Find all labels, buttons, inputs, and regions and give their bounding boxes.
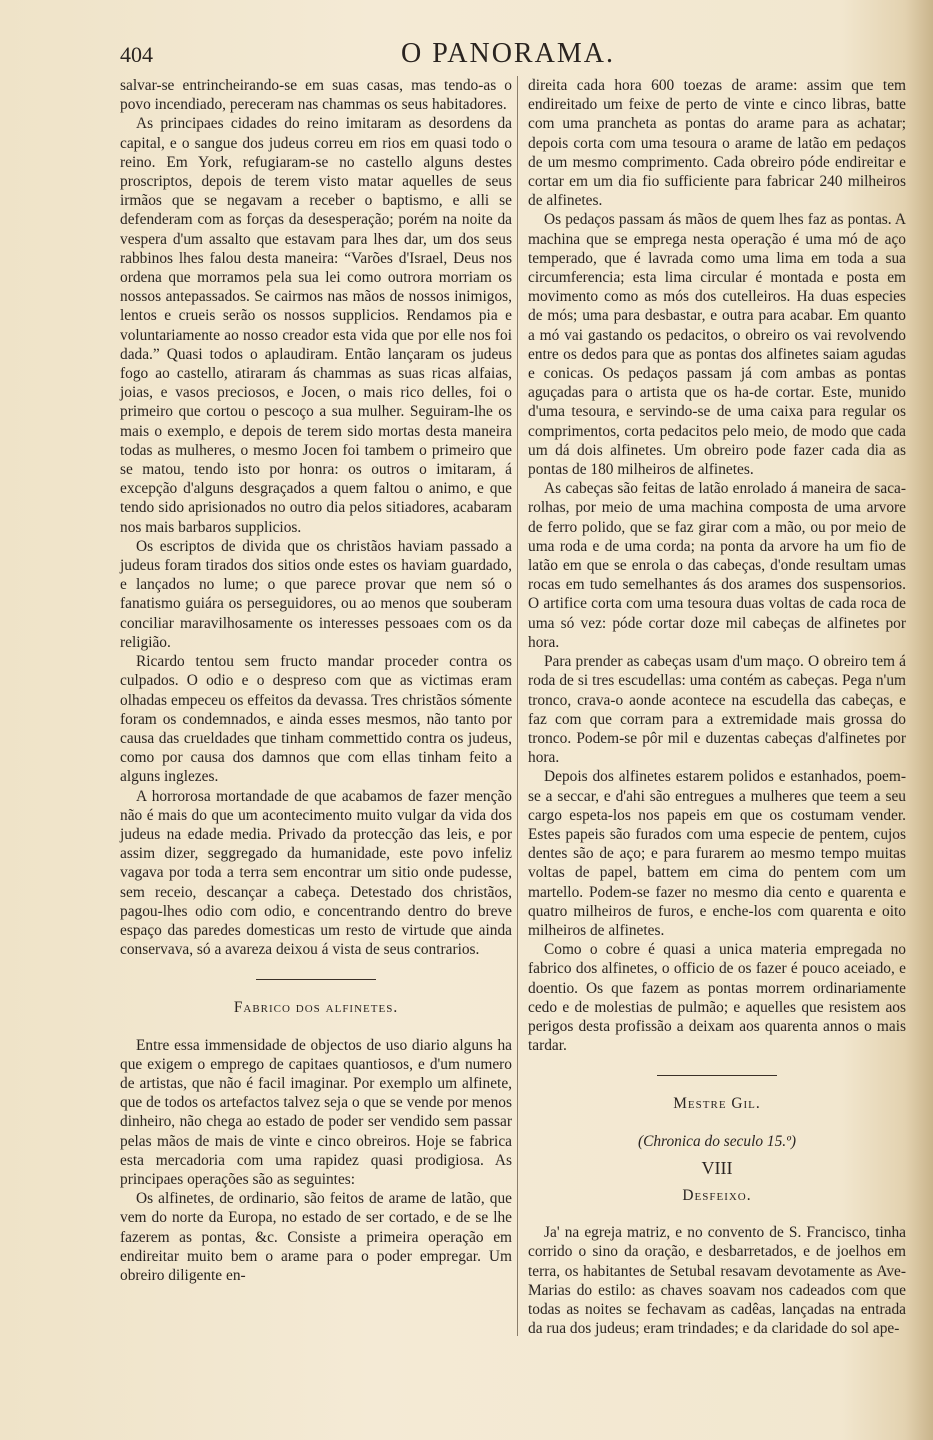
paragraph: direita cada hora 600 toezas de arame: assim que tem endireitado um feixe de perto de vinte e cinco libras, batte com uma prancheta as pontas do arame para as achatar; depois corta com uma tesoura o arame de latão em pedaços de um mesmo comprimento. Cada obreiro póde endireitar e cortar em um dia fio sufficiente para fabricar 240 milheiros de alfinetes. (528, 77, 906, 210)
section-divider (657, 1075, 777, 1076)
paragraph: As cabeças são feitas de latão enrolado á maneira de saca-rolhas, por meio de uma machina composta de uma arvore de ferro polido, que se faz girar com a mão, ou por meio de uma roda e de uma corda; na ponta da arvore ha um fio de latão em que se enrola o das cabeças, d'onde resultam umas rocas em tudo semelhantes ás dos arames dos suspensorios. O artifice corta com uma tesoura duas voltas de cada roca de uma só vez: póde cortar doze mil cabeças de alfinetes por hora. (528, 480, 906, 651)
paragraph: A horrorosa mortandade de que acabamos de fazer menção não é mais do que um acontecimento muito vulgar da vida dos judeus na edade media. Privado da protecção das leis, e por assim dizer, seggregado da humanidade, este povo infeliz vagava por toda a terra sem encontrar um sitio onde pudesse, sem receio, descançar a cabeça. Detestado dos christãos, pagou-lhes odio com odio, e concentrando dentro do breve espaço das paredes domesticas um resto de virtude que ainda conservava, só a avareza deixou á vista de seus contrarios. (120, 787, 512, 959)
paragraph: Como o cobre é quasi a unica materia empregada no fabrico dos alfinetes, o officio de os fazer é pouco aceiado, e doentio. Os que fazem as pontas morrem ordinariamente cedo e de molestias de pulmão; e aquelles que resistem aos perigos desta profissão a deixam aos quarenta annos o mais tardar. (528, 941, 906, 1055)
page-number: 404 (120, 42, 153, 67)
story-subtitle: (Chronica do seculo 15.º) (637, 1132, 797, 1150)
publication-title: O PANORAMA. (401, 38, 615, 69)
page-header (108, 38, 908, 70)
paragraph: salvar-se entrincheirando-se em suas casas, mas tendo-as o povo incendiado, pereceram nas chammas os seus habitadores. (120, 77, 512, 114)
section-divider (256, 979, 376, 980)
paragraph: Os escriptos de divida que os christãos haviam passado a judeus foram tirados dos sitios onde estes os haviam guardado, e lançados no lume; o que parece provar que nem só o fanatismo guiára os perseguidores, ou ao menos que souberam conciliar maravilhosamente os interesses pessoaes com os da religião. (120, 537, 512, 651)
paragraph: As principaes cidades do reino imitaram as desordens da capital, e o sangue dos judeus correu em rios em quasi todo o reino. Em York, refugiaram-se no castello alguns destes proscriptos, depois de terem visto matar aquelles de seus irmãos que se negavam a receber o baptismo, e alli se defenderam com as forças da desesperação; porém na noite da vespera d'um assalto que estavam para lhes dar, um dos seus rabbinos lhes falou desta maneira: “Varões d'Israel, Deus nos ordena que morramos pela sua lei como outrora morriam os nossos antepassados. Se cairmos nas mãos de nossos inimigos, lentos e crueis serão os nossos supplicios. Rendamos pia e voluntariamente ao nosso creador esta vida que por elle nos foi dada.” Quasi todos o aplaudiram. Então lançaram os judeus fogo ao castello, atiraram ás chammas as suas ricas alfaias, joias, e vasos preciosos, e Jocen, o mais rico delles, foi o primeiro que cortou o pescoço a sua mulher. Seguiram-lhe os mais o exemplo, e depois de terem sido mortas desta maneira todas as mulheres, o mesmo Jocen foi tambem o primeiro que se matou, tendo isto por honra: os outros o imitaram, á excepção d'alguns desgraçados a quem faltou o animo, e que tendo sido aprisionados no outro dia pelos sitiadores, acabaram nos mais barbaros supplicios. (120, 115, 512, 536)
paragraph: Para prender as cabeças usam d'um maço. O obreiro tem á roda de si tres escudellas: uma contém as cabeças. Pega n'um tronco, crava-o aonde acontece na escudella das cabeças, e faz com que corram para a extremidade mais grossa do tronco. Podem-se pôr mil e duzentas cabeças d'alfinetes por hora. (528, 653, 906, 767)
paragraph: Os alfinetes, de ordinario, são feitos de arame de latão, que vem do norte da Europa, no estado de ser cortado, e de se lhe fazerem as pontas, &c. Consiste a primeira operação em endireitar muito bem o arame para o poder empregar. Um obreiro diligente en- (120, 1190, 512, 1284)
chapter-number: VIII (701, 1157, 733, 1178)
column-divider (517, 76, 518, 1336)
paragraph: Ricardo tentou sem fructo mandar proceder contra os culpados. O odio e o despreso com que as victimas eram olhadas empeceu os effeitos da devassa. Tres christãos sómente foram os condemnados, e ainda esses mesmos, não tanto por causa das crueldades que tinham commettido contra os judeus, como por causa dos damnos que com ellas tinham feito a alguns inglezes. (120, 653, 512, 786)
story-title: Mestre Gil. (673, 1095, 761, 1113)
paragraph: Ja' na egreja matriz, e no convento de S. Francisco, tinha corrido o sino da oração, e desbarretados, e de joelhos em terra, os habitantes de Setubal resavam devotamente as Ave-Marias do estilo: as chaves soavam nos cadeados com que todas as noites se fechavam as cadêas, lançadas na entrada da rua dos judeus; eram trindades; e da claridade do sol ape- (528, 1224, 906, 1338)
chapter-title: Desfeixo. (682, 1186, 752, 1204)
left-column (120, 76, 512, 1285)
section-title: Fabrico dos alfinetes. (233, 999, 399, 1017)
paragraph: Os pedaços passam ás mãos de quem lhes faz as pontas. A machina que se emprega nesta operação é uma mó de aço temperado, que é lavrada como uma lima em toda a sua circumferencia; esta lima circular é montada e posta em movimento como as mós dos cutelleiros. Ha duas especies de mós; uma para desbastar, e outra para acabar. Em quanto a mó vai gastando os pedacitos, o obreiro os vai revolvendo entre os dedos para que as pontas dos alfinetes saiam agudas e conicas. Os pedaços passam já com ambas as pontas aguçadas para o artista que os ha-de cortar. Este, munido d'uma tesoura, e servindo-se de uma caixa para regular os comprimentos, corta pedacitos pelo meio, de modo que cada um dá dois alfinetes. Um obreiro pode fazer cada dia as pontas de 180 milheiros de alfinetes. (528, 211, 906, 479)
right-column (528, 76, 906, 1338)
paragraph: Entre essa immensidade de objectos de uso diario alguns ha que exigem o emprego de capitaes quantiosos, e d'um numero de artistas, que não é facil imaginar. Por exemplo um alfinete, que de todos os artefactos talvez seja o que se vende por menos dinheiro, não chega ao estado de poder ser vendido sem passar pelas mãos de mais de vinte e cinco obreiros. Hoje se fabrica esta mercadoria com uma rapidez quasi prodigiosa. As principaes operações são as seguintes: (120, 1036, 512, 1188)
paragraph: Depois dos alfinetes estarem polidos e estanhados, poem-se a seccar, e d'ahi são entregues a mulheres que teem a seu cargo espeta-los nos papeis em que os costumam vender. Estes papeis são furados com uma especie de pentem, cujos dentes são de aço; e para furarem ao mesmo tempo muitas voltas de papel, battem em cima do pentem com um martello. Podem-se fazer no mesmo dia cento e quarenta e quatro milheiros de furos, e enche-los com quarenta e oito milheiros de alfinetes. (528, 768, 906, 939)
